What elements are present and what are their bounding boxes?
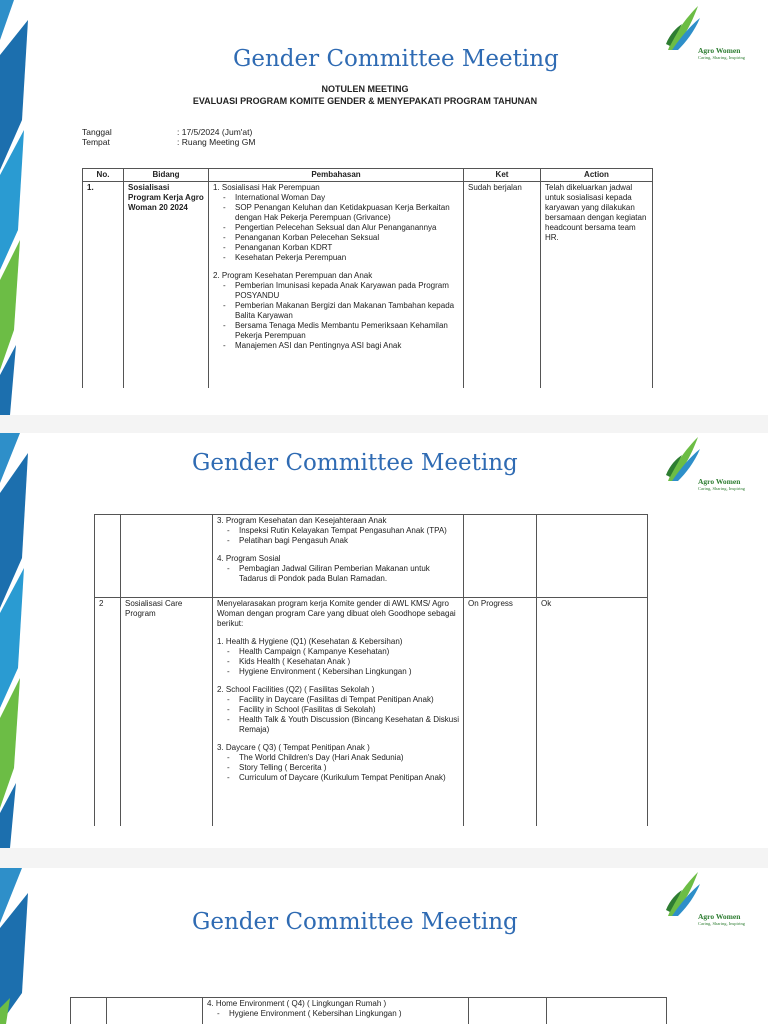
- list-item: - Penanganan Korban KDRT: [235, 243, 459, 253]
- logo-name: Agro Women: [698, 477, 741, 486]
- list-item: - The World Children's Day (Hari Anak Sedunia): [239, 753, 459, 763]
- list-item: - Facility in Daycare (Fasilitas di Tempat Penitipan Anak): [239, 695, 459, 705]
- slide-2: [0, 433, 768, 848]
- item-list: [217, 647, 459, 677]
- table-row: [71, 998, 667, 1024]
- agro-women-logo: [664, 435, 764, 495]
- item-list: [217, 564, 459, 584]
- date-label: Tanggal: [82, 127, 112, 137]
- slide-title: Gender Committee Meeting: [192, 450, 518, 476]
- row-pembahasan: [209, 182, 464, 388]
- minutes-table-continued: [94, 514, 648, 826]
- row-pembahasan: [203, 998, 469, 1024]
- header-line-1: NOTULEN MEETING: [321, 84, 409, 94]
- item-list: [213, 193, 459, 263]
- list-item: - Kesehatan Pekerja Perempuan: [235, 253, 459, 263]
- col-bidang: Bidang: [124, 169, 209, 182]
- list-item: - Inspeksi Rutin Kelayakan Tempat Pengasuhan Anak (TPA): [239, 526, 459, 536]
- col-pembahasan: Pembahasan: [209, 169, 464, 182]
- date-value: : 17/5/2024 (Jum'at): [177, 127, 253, 137]
- section-title: 2. School Facilities (Q2) ( Fasilitas Sekolah ): [217, 685, 375, 694]
- row-intro: Menyelarasakan program kerja Komite gender di AWL KMS/ Agro Woman dengan program Care yang dibuat oleh Goodhope sebagai berikut:: [217, 599, 456, 628]
- list-item: - Pembagian Jadwal Giliran Pemberian Makanan untuk Tadarus di Pondok pada Bulan Ramadan.: [239, 564, 459, 584]
- item-list: [207, 1009, 464, 1019]
- row-no: 1.: [83, 182, 124, 388]
- col-ket: Ket: [464, 169, 541, 182]
- list-item: - International Woman Day: [235, 193, 459, 203]
- item-list: [213, 281, 459, 351]
- row-action: Telah dikeluarkan jadwal untuk sosialisasi kepada karyawan yang dilakukan bersamaan dengan kegiatan headcount bersama team HR.: [541, 182, 653, 388]
- row-action: Ok: [537, 598, 648, 826]
- list-item: - Pemberian Imunisasi kepada Anak Karyawan pada Program POSYANDU: [235, 281, 459, 301]
- list-item: - Penanganan Korban Pelecehan Seksual: [235, 233, 459, 243]
- agro-women-logo: [664, 4, 764, 64]
- logo-name: Agro Women: [698, 912, 741, 921]
- section-title: 4. Home Environment ( Q4) ( Lingkungan Rumah ): [207, 999, 387, 1008]
- list-item: - Manajemen ASI dan Pentingnya ASI bagi Anak: [235, 341, 459, 351]
- list-item: - Curriculum of Daycare (Kurikulum Tempat Penitipan Anak): [239, 773, 459, 783]
- section-title: 4. Program Sosial: [217, 554, 281, 563]
- list-item: - Bersama Tenaga Medis Membantu Pemeriksaan Kehamilan Pekerja Perempuan: [235, 321, 459, 341]
- list-item: - Story Telling ( Bercerita ): [239, 763, 459, 773]
- list-item: - Pengertian Pelecehan Seksual dan Alur Penanganannya: [235, 223, 459, 233]
- list-item: - Hygiene Environment ( Kebersihan Lingkungan ): [239, 667, 459, 677]
- logo-tagline: Caring, Sharing, Inspiring: [698, 55, 745, 60]
- logo-tagline: Caring, Sharing, Inspiring: [698, 921, 745, 926]
- item-list: [217, 753, 459, 783]
- table-row: [95, 515, 648, 598]
- list-item: - Pemberian Makanan Bergizi dan Makanan Tambahan kepada Balita Karyawan: [235, 301, 459, 321]
- minutes-table-continued: [70, 997, 667, 1024]
- row-ket: Sudah berjalan: [464, 182, 541, 388]
- slide-1: [0, 0, 768, 415]
- place-value: : Ruang Meeting GM: [177, 137, 256, 147]
- logo-name: Agro Women: [698, 46, 741, 55]
- list-item: - Kids Health ( Kesehatan Anak ): [239, 657, 459, 667]
- col-no: No.: [83, 169, 124, 182]
- slide-3: [0, 868, 768, 1024]
- row-no: 2: [95, 598, 121, 826]
- slide-border-decoration: [0, 0, 40, 415]
- meeting-meta: [82, 127, 255, 147]
- list-item: - Hygiene Environment ( Kebersihan Lingkungan ): [229, 1009, 464, 1019]
- section-title: 3. Program Kesehatan dan Kesejahteraan Anak: [217, 516, 387, 525]
- section-title: 1. Sosialisasi Hak Perempuan: [213, 183, 320, 192]
- agro-women-logo: [664, 870, 764, 930]
- place-label: Tempat: [82, 137, 110, 147]
- slide-border-decoration: [0, 868, 40, 1024]
- col-action: Action: [541, 169, 653, 182]
- document-header: [150, 83, 580, 107]
- table-row: [95, 598, 648, 826]
- row-bidang: Sosialisasi Program Kerja Agro Woman 20 2024: [124, 182, 209, 388]
- minutes-table: [82, 168, 653, 388]
- row-pembahasan: [213, 598, 464, 826]
- section-title: 2. Program Kesehatan Perempuan dan Anak: [213, 271, 373, 280]
- logo-tagline: Caring, Sharing, Inspiring: [698, 486, 745, 491]
- row-pembahasan: [213, 515, 464, 598]
- table-row: [83, 182, 653, 388]
- header-line-2: EVALUASI PROGRAM KOMITE GENDER & MENYEPAKATI PROGRAM TAHUNAN: [192, 96, 538, 106]
- table-header-row: [83, 169, 653, 182]
- item-list: [217, 526, 459, 546]
- list-item: - Health Campaign ( Kampanye Kesehatan): [239, 647, 459, 657]
- slide-title: Gender Committee Meeting: [233, 46, 559, 72]
- row-bidang: Sosialisasi Care Program: [121, 598, 213, 826]
- slide-border-decoration: [0, 433, 40, 848]
- list-item: - SOP Penangan Keluhan dan Ketidakpuasan Kerja Berkaitan dengan Hak Pekerja Perempuan (Grivance): [235, 203, 459, 223]
- slide-title: Gender Committee Meeting: [192, 909, 518, 935]
- row-ket: On Progress: [464, 598, 537, 826]
- section-title: 1. Health & Hygiene (Q1) (Kesehatan & Kebersihan): [217, 637, 403, 646]
- section-title: 3. Daycare ( Q3) ( Tempat Penitipan Anak ): [217, 743, 370, 752]
- list-item: - Facility in School (Fasilitas di Sekolah): [239, 705, 459, 715]
- list-item: - Pelatihan bagi Pengasuh Anak: [239, 536, 459, 546]
- item-list: [217, 695, 459, 735]
- list-item: - Health Talk & Youth Discussion (Bincang Kesehatan & Diskusi Remaja): [239, 715, 459, 735]
